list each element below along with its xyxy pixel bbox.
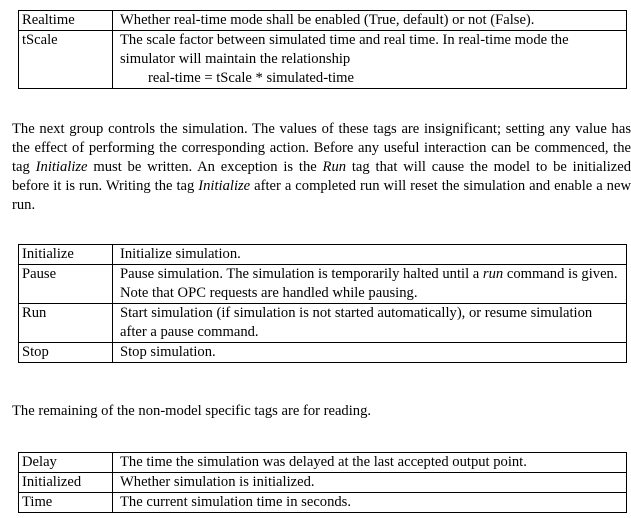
tag-name: Stop (19, 343, 113, 363)
tag-name: Initialized (19, 473, 113, 493)
simulation-control-paragraph (12, 120, 631, 215)
paragraph-text: after a completed run will reset the simulation and enable a new run. (12, 178, 631, 213)
table-row (19, 304, 627, 343)
formula: real-time = tScale * simulated-time (148, 70, 354, 86)
tag-description: Initialize simulation. (113, 245, 627, 265)
description-text: command is given. Note that OPC requests are handled while pausing. (120, 266, 618, 301)
tag-description (113, 31, 627, 89)
tag-name: tScale (19, 31, 113, 89)
tag-description (113, 265, 627, 304)
tag-name: Run (19, 304, 113, 343)
tag-name: Delay (19, 453, 113, 473)
emphasis-run: run (482, 266, 504, 282)
tag-name: Initialize (19, 245, 113, 265)
control-tags-table (18, 244, 627, 363)
tag-description: Whether simulation is initialized. (113, 473, 627, 493)
tag-description: Stop simulation. (113, 343, 627, 363)
read-tags-table (18, 452, 627, 513)
tag-description: Start simulation (if simulation is not started automatically), or resume simulation after a pause command. (113, 304, 627, 343)
tag-description: Whether real-time mode shall be enabled (True, default) or not (False). (113, 11, 627, 31)
tag-name: Time (19, 493, 113, 513)
tag-description: The current simulation time in seconds. (113, 493, 627, 513)
table-row (19, 265, 627, 304)
table-row (19, 493, 627, 513)
paragraph-text: tag that will cause the model to be initialized before it is run. Writing the tag (12, 159, 631, 194)
table-row (19, 11, 627, 31)
table-row (19, 453, 627, 473)
emphasis-initialize: Initialize (198, 178, 251, 194)
description-text: Pause simulation. The simulation is temporarily halted until a (120, 266, 483, 282)
table-row (19, 31, 627, 89)
table-row (19, 473, 627, 493)
tag-description-text: The scale factor between simulated time and real time. In real-time mode the simulator will maintain the relationship (120, 32, 569, 67)
tag-name: Realtime (19, 11, 113, 31)
tag-name: Pause (19, 265, 113, 304)
tag-description: The time the simulation was delayed at the last accepted output point. (113, 453, 627, 473)
paragraph-text: must be written. An exception is the (87, 159, 323, 175)
config-tags-table (18, 10, 627, 89)
table-row (19, 343, 627, 363)
emphasis-run: Run (322, 159, 347, 175)
table-row (19, 245, 627, 265)
paragraph-text: The next group controls the simulation. The values of these tags are insignificant; setting any value has the effect of performing the corresponding action. Before any useful interaction can be commenced, the tag (12, 121, 631, 175)
emphasis-initialize: Initialize (35, 159, 88, 175)
reading-tags-paragraph: The remaining of the non-model specific tags are for reading. (12, 403, 372, 419)
